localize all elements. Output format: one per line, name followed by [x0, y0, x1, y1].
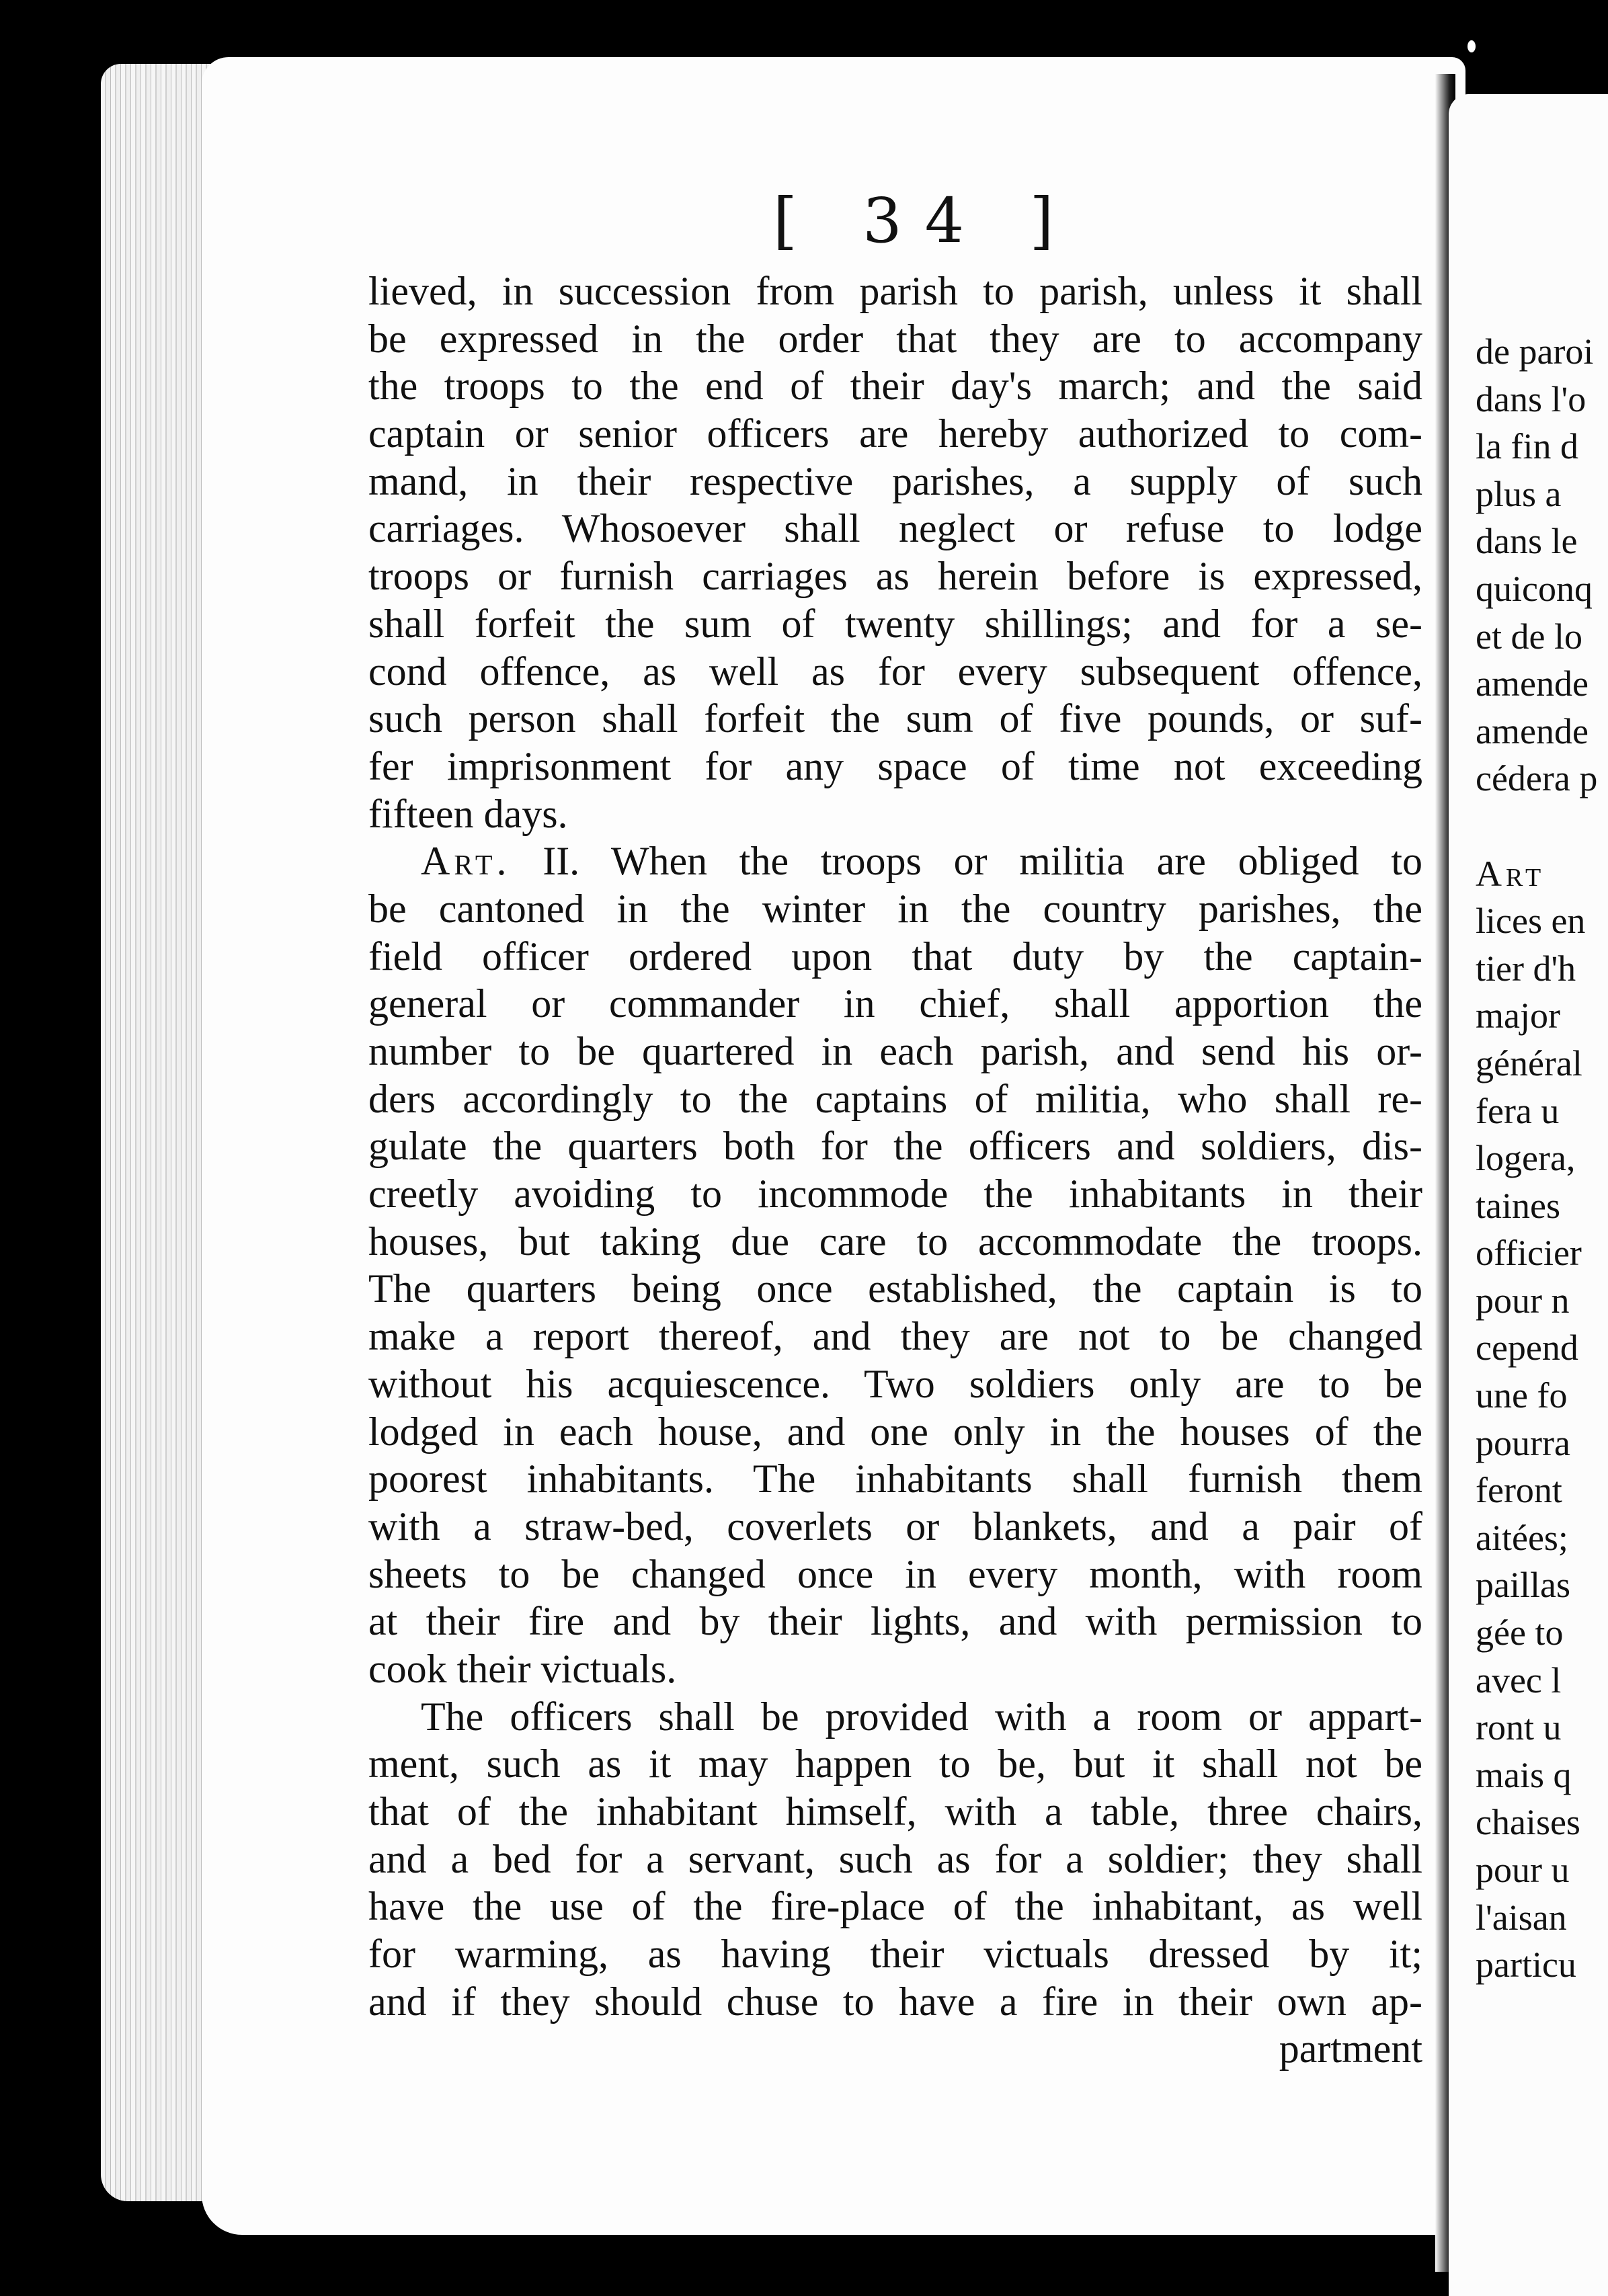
french-line: pour u [1476, 1850, 1570, 1890]
text-line: have the use of the fire-place of the inhabitant, as well [368, 1884, 1422, 1929]
french-line: dans l'o [1476, 378, 1586, 419]
text-line: at their fire and by their lights, and with permission to [368, 1599, 1422, 1644]
english-text-body [368, 268, 1422, 2073]
text-line: for warming, as having their victuals dressed by it; [368, 1932, 1422, 1977]
french-facing-page-text [1476, 328, 1608, 1989]
text-line: lodged in each house, and one only in the houses of the [368, 1409, 1422, 1454]
french-line: tier d'h [1476, 948, 1576, 989]
text-line: general or commander in chief, shall apportion the [368, 981, 1422, 1026]
french-line: taines [1476, 1185, 1560, 1226]
french-line: particu [1476, 1944, 1576, 1985]
french-line: pour n [1476, 1280, 1570, 1321]
text-line: captain or senior officers are hereby authorized to com- [368, 411, 1422, 456]
french-line: lices en [1476, 901, 1586, 942]
french-line: cepend [1476, 1327, 1578, 1368]
text-line: poorest inhabitants. The inhabitants shall furnish them [368, 1457, 1422, 1502]
text-line: cook their victuals. [368, 1646, 677, 1691]
text-line: The officers shall be provided with a room or appart- [421, 1694, 1422, 1739]
text-line: troops or furnish carriages as herein before is expressed, [368, 554, 1422, 599]
text-line: The quarters being once established, the captain is to [368, 1266, 1422, 1311]
text-line: shall forfeit the sum of twenty shillings; and for a se- [368, 601, 1422, 646]
text-line: sheets to be changed once in every month, with room [368, 1551, 1422, 1596]
french-line: pourra [1476, 1422, 1570, 1463]
french-line: feront [1476, 1470, 1562, 1511]
text-line: without his acquiescence. Two soldiers only are to be [368, 1361, 1422, 1406]
french-line: avec l [1476, 1659, 1562, 1700]
french-line: officier [1476, 1233, 1582, 1274]
text-line: that of the inhabitant himself, with a table, three chairs, [368, 1789, 1422, 1834]
text-line: make a report thereof, and they are not to be changed [368, 1314, 1422, 1359]
french-line: dans le [1476, 521, 1578, 562]
french-line: logera, [1476, 1138, 1576, 1179]
french-line: amende [1476, 710, 1589, 751]
french-line: de paroi [1476, 331, 1594, 372]
text-line: fifteen days. [368, 791, 568, 836]
french-line: la fin d [1476, 426, 1578, 467]
text-line: be cantoned in the winter in the country parishes, the [368, 886, 1422, 931]
french-line: quiconq [1476, 568, 1593, 609]
french-line: plus a [1476, 473, 1562, 514]
text-line: ders accordingly to the captains of militia, who shall re- [368, 1076, 1422, 1121]
french-line: gée to [1476, 1612, 1564, 1653]
text-line: lieved, in succession from parish to parish, unless it shall [368, 269, 1422, 313]
french-line: chaises [1476, 1802, 1580, 1843]
text-line: mand, in their respective parishes, a supply of such [368, 458, 1422, 503]
article-heading-line: Art. II. When the troops or militia are obliged to [421, 839, 1422, 884]
french-line: paillas [1476, 1565, 1570, 1606]
french-line: ront u [1476, 1707, 1562, 1748]
french-line: cédera p [1476, 758, 1598, 799]
text-line: be expressed in the order that they are to accompany [368, 316, 1422, 361]
text-line: and if they should chuse to have a fire in their own ap- [368, 1979, 1422, 2024]
french-line: une fo [1476, 1375, 1568, 1416]
french-article-heading: Art [1476, 853, 1545, 894]
article-label: Art. [421, 839, 511, 884]
french-line: mais q [1476, 1754, 1572, 1795]
french-line: major [1476, 995, 1560, 1036]
text-line: houses, but taking due care to accommodate the troops. [368, 1219, 1422, 1264]
text-line: carriages. Whosoever shall neglect or refuse to lodge [368, 506, 1422, 551]
french-line [1476, 803, 1608, 850]
text-line: with a straw-bed, coverlets or blankets, and a pair of [368, 1504, 1422, 1549]
french-line: l'aisan [1476, 1897, 1567, 1938]
text-line: the troops to the end of their day's march; and the said [368, 364, 1422, 409]
text-line: creetly avoiding to incommode the inhabitants in their [368, 1172, 1422, 1217]
french-line: général [1476, 1042, 1582, 1083]
text-line: cond offence, as well as for every subsequent offence, [368, 649, 1422, 694]
text-line: ment, such as it may happen to be, but it shall not be [368, 1741, 1422, 1787]
page-block-edges [101, 64, 215, 2201]
french-line: et de lo [1476, 616, 1582, 657]
catchword: partment [1279, 2026, 1422, 2072]
french-line: fera u [1476, 1090, 1560, 1131]
text-line: number to be quartered in each parish, and send his or- [368, 1029, 1422, 1073]
speck [1468, 40, 1476, 52]
french-line: amende [1476, 663, 1589, 704]
french-line: aitées; [1476, 1517, 1568, 1558]
text-line: field officer ordered upon that duty by the captain- [368, 934, 1422, 979]
text-line: fer imprisonment for any space of time not exceeding [368, 743, 1422, 788]
text-line: and a bed for a servant, such as for a soldier; they shall [368, 1836, 1422, 1881]
text-line: such person shall forfeit the sum of five pounds, or suf- [368, 696, 1422, 741]
page-header: [ 34 ] [773, 185, 1077, 257]
text-line: gulate the quarters both for the officers and soldiers, dis- [368, 1124, 1422, 1169]
